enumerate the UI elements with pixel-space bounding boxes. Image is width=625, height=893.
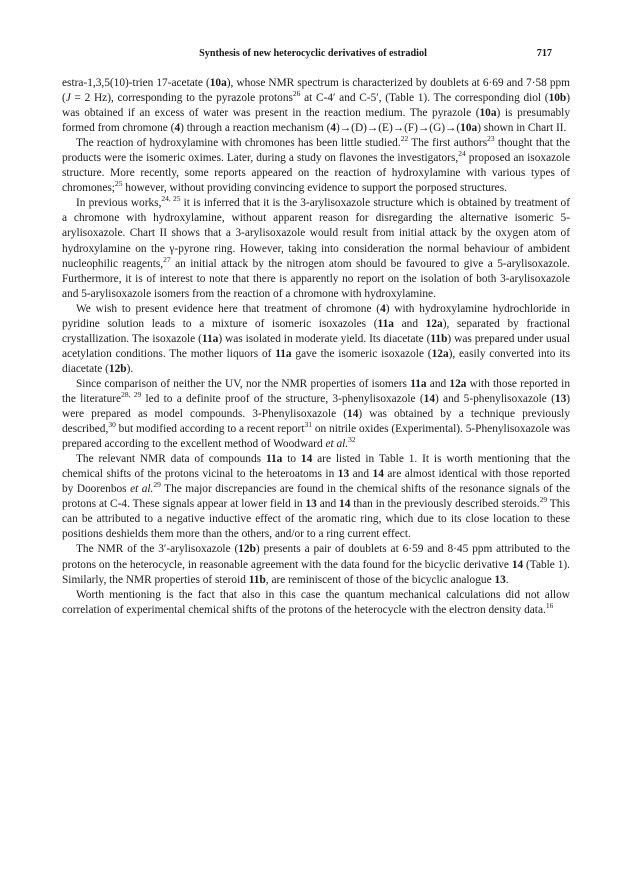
compound-number: 14 [372, 468, 384, 481]
text-run: with those reported in the literature [62, 377, 570, 405]
compound-number: 10a [460, 122, 478, 135]
italic-text: J [65, 92, 71, 105]
text-run: ) with hydroxylamine hydrochloride in pyridine solution leads to a mixture of isomeric isoxazoles ( [62, 302, 570, 330]
paragraph [62, 452, 570, 542]
body-text [62, 76, 570, 618]
text-run: ), easily converted into its diacetate ( [62, 347, 570, 375]
compound-number: 4 [380, 302, 386, 315]
text-run: an initial attack by the nitrogen atom should be favoured to give a 5-arylisoxazole. Furthermore, it is of interest to note that there is apparently no report on the isolation of both 3-arylisoxazole and 5-arylisoxazole isomers from the reaction of a chromone with hydroxylamine. [62, 257, 570, 300]
text-run: ). [126, 362, 134, 375]
text-run: ) was obtained if an excess of water was present in the reaction medium. The pyrazole ( [62, 92, 570, 120]
reference-superscript: 22 [400, 134, 409, 144]
compound-number: 14 [347, 408, 359, 421]
compound-number: 12a [425, 317, 443, 330]
text-run: ) was obtained by a technique previously described, [62, 408, 570, 436]
text-run: This can be attributed to a negative inductive effect of the aromatic ring, which due to its close location to these positions deshields them more than the others, and/or to a ring current effect. [62, 498, 570, 541]
reference-superscript: 24, 25 [161, 194, 181, 204]
text-run: to [282, 453, 301, 466]
reference-superscript: 30 [108, 420, 116, 430]
compound-number: 14 [300, 453, 313, 466]
text-run: ), whose NMR spectrum is characterized by doublets at 6·69 and 7·58 ppm ( [62, 77, 570, 105]
compound-number: 11a [265, 453, 283, 466]
text-run: at C-4′ and C-5′, (Table 1). The corresponding diol ( [300, 92, 549, 105]
running-header [74, 46, 552, 62]
compound-number: 12b [238, 543, 256, 556]
reference-superscript: 24 [458, 149, 466, 159]
running-title: Synthesis of new heterocyclic derivatives of estradiol [199, 48, 427, 59]
text-run: ) was isolated in moderate yield. Its diacetate ( [218, 332, 431, 345]
text-run: ) and 5-phenylisoxazole ( [434, 392, 555, 405]
reference-superscript: 29 [153, 480, 161, 490]
compound-number: 14 [339, 498, 351, 511]
compound-number: 10a [479, 107, 497, 120]
page-number: 717 [536, 48, 552, 59]
compound-number: 10a [209, 77, 227, 89]
text-run: The major discrepancies are found in the chemical shifts of the resonance signals of the protons at C-4. These signals appear at lower field in [62, 483, 570, 511]
text-run: than in the previously described steroids. [350, 498, 540, 511]
paragraph [62, 196, 570, 301]
compound-number: 11b [248, 573, 266, 586]
text-run: ) presents a pair of doublets at 6·59 and 8·45 ppm attributed to the protons on the heterocycle, in reasonable agreement with the data found for the bicyclic derivative [62, 543, 570, 571]
compound-number: 14 [511, 558, 524, 571]
text-run: thought that the products were the isomeric oximes. Later, during a study on flavones the investigators, [62, 137, 570, 165]
paragraph [62, 76, 570, 136]
text-run: ) was prepared under usual acetylation conditions. The mother liquors of [62, 332, 570, 360]
compound-number: 10b [548, 92, 567, 105]
text-run: however, without providing convincing evidence to support the porposed structures. [122, 182, 507, 195]
text-run: = 2 Hz), corresponding to the pyrazole protons [70, 92, 293, 105]
reference-superscript: 26 [292, 89, 301, 99]
text-run: The first authors [408, 137, 488, 150]
reference-superscript: 16 [545, 600, 554, 610]
compound-number: 11a [275, 347, 292, 360]
text-run: )→(D)→(E)→(F)→(G)→( [336, 122, 461, 135]
paragraph [62, 542, 570, 587]
compound-number: 11a [410, 377, 427, 390]
text-run: ) were prepared as model compounds. 3-Phenylisoxazole ( [62, 392, 571, 421]
reference-superscript: 31 [304, 420, 312, 430]
compound-number: 12a [431, 347, 449, 360]
text-run: but modified according to a recent report [115, 423, 305, 436]
reference-superscript: 29 [539, 495, 548, 505]
text-run: and [393, 317, 426, 330]
text-run: ) through a reaction mechanism ( [180, 122, 331, 135]
text-run: are almost identical with those reported by Doorenbos [62, 468, 570, 496]
text-run: gave the isomeric isoxazole ( [291, 347, 432, 360]
text-run: (Table 1). Similarly, the NMR properties of steroid [62, 558, 571, 586]
text-run: proposed an isoxazole structure. More recently, some reports appeared on the reaction of hydroxylamine with various types of chromones; [62, 152, 570, 195]
text-run: estra-1,3,5(10)-trien 17-acetate ( [62, 77, 210, 89]
text-run: ), separated by fractional crystallization. The isoxazole ( [62, 317, 570, 345]
italic-text: et al. [130, 483, 154, 496]
text-run: . [505, 573, 509, 586]
reference-superscript: 32 [348, 435, 356, 445]
paragraph [62, 377, 570, 452]
text-run: ) shown in Chart II. [477, 122, 567, 135]
compound-number: 4 [174, 122, 181, 135]
reference-superscript: 28, 29 [121, 390, 142, 400]
text-run: on nitrile oxides (Experimental). 5-Phenylisoxazole was prepared according to the excellent method of Woodward [62, 423, 571, 451]
text-run: led to a definite proof of the structure, 3-phenylisoxazole ( [141, 392, 424, 405]
text-run: Since comparison of neither the UV, nor the NMR properties of isomers [76, 377, 411, 390]
compound-number: 13 [554, 392, 567, 405]
text-run: , are reminiscent of those of the bicyclic analogue [265, 573, 495, 586]
text-run: The NMR of the 3′-arylisoxazole ( [76, 543, 239, 556]
compound-number: 11a [201, 332, 219, 345]
text-run: are listed in Table 1. It is worth mentioning that the chemical shifts of the protons vicinal to the heteroatoms in [62, 453, 571, 481]
text-run: ) is presumably formed from chromone ( [62, 107, 570, 135]
text-run: We wish to present evidence here that treatment of chromone ( [76, 302, 381, 315]
text-run: The reaction of hydroxylamine with chromones has been little studied. [76, 137, 401, 150]
reference-superscript: 25 [114, 179, 123, 189]
text-run: The relevant NMR data of compounds [76, 453, 266, 466]
compound-number: 13 [305, 498, 317, 511]
compound-number: 14 [423, 392, 435, 405]
text-run: In previous works, [76, 197, 162, 210]
reference-superscript: 23 [487, 134, 495, 144]
compound-number: 13 [494, 573, 506, 586]
reference-superscript: 27 [163, 254, 171, 264]
compound-number: 12b [108, 362, 127, 375]
text-run: Worth mentioning is the fact that also in this case the quantum mechanical calculations did not allow correlation of experimental chemical shifts of the protons of the heterocycle with the electron density data. [62, 588, 570, 616]
text-run: and [426, 377, 450, 390]
compound-number: 12a [449, 377, 467, 390]
paragraph [62, 588, 570, 618]
paragraph [62, 302, 570, 377]
compound-number: 11a [377, 317, 394, 330]
text-run: it is inferred that it is the 3-arylisoxazole structure which is obtained by treatment of a chromone with hydroxylamine, without apparent reason for disregarding the alternative isomeric 5-arylisoxazole. Chart II shows that a 3-arylisoxazole would result from initial attack by the oxygen atom of hydroxylamine on the γ-pyrone ring. However, taking into consideration the normal behaviour of ambident nucleophilic reagents, [62, 197, 570, 270]
text-run: and [349, 468, 373, 481]
text-run: and [316, 498, 340, 511]
compound-number: 13 [337, 468, 350, 481]
compound-number: 4 [330, 122, 337, 135]
paragraph [62, 136, 570, 196]
italic-text: et al. [325, 438, 349, 451]
compound-number: 11b [430, 332, 448, 345]
